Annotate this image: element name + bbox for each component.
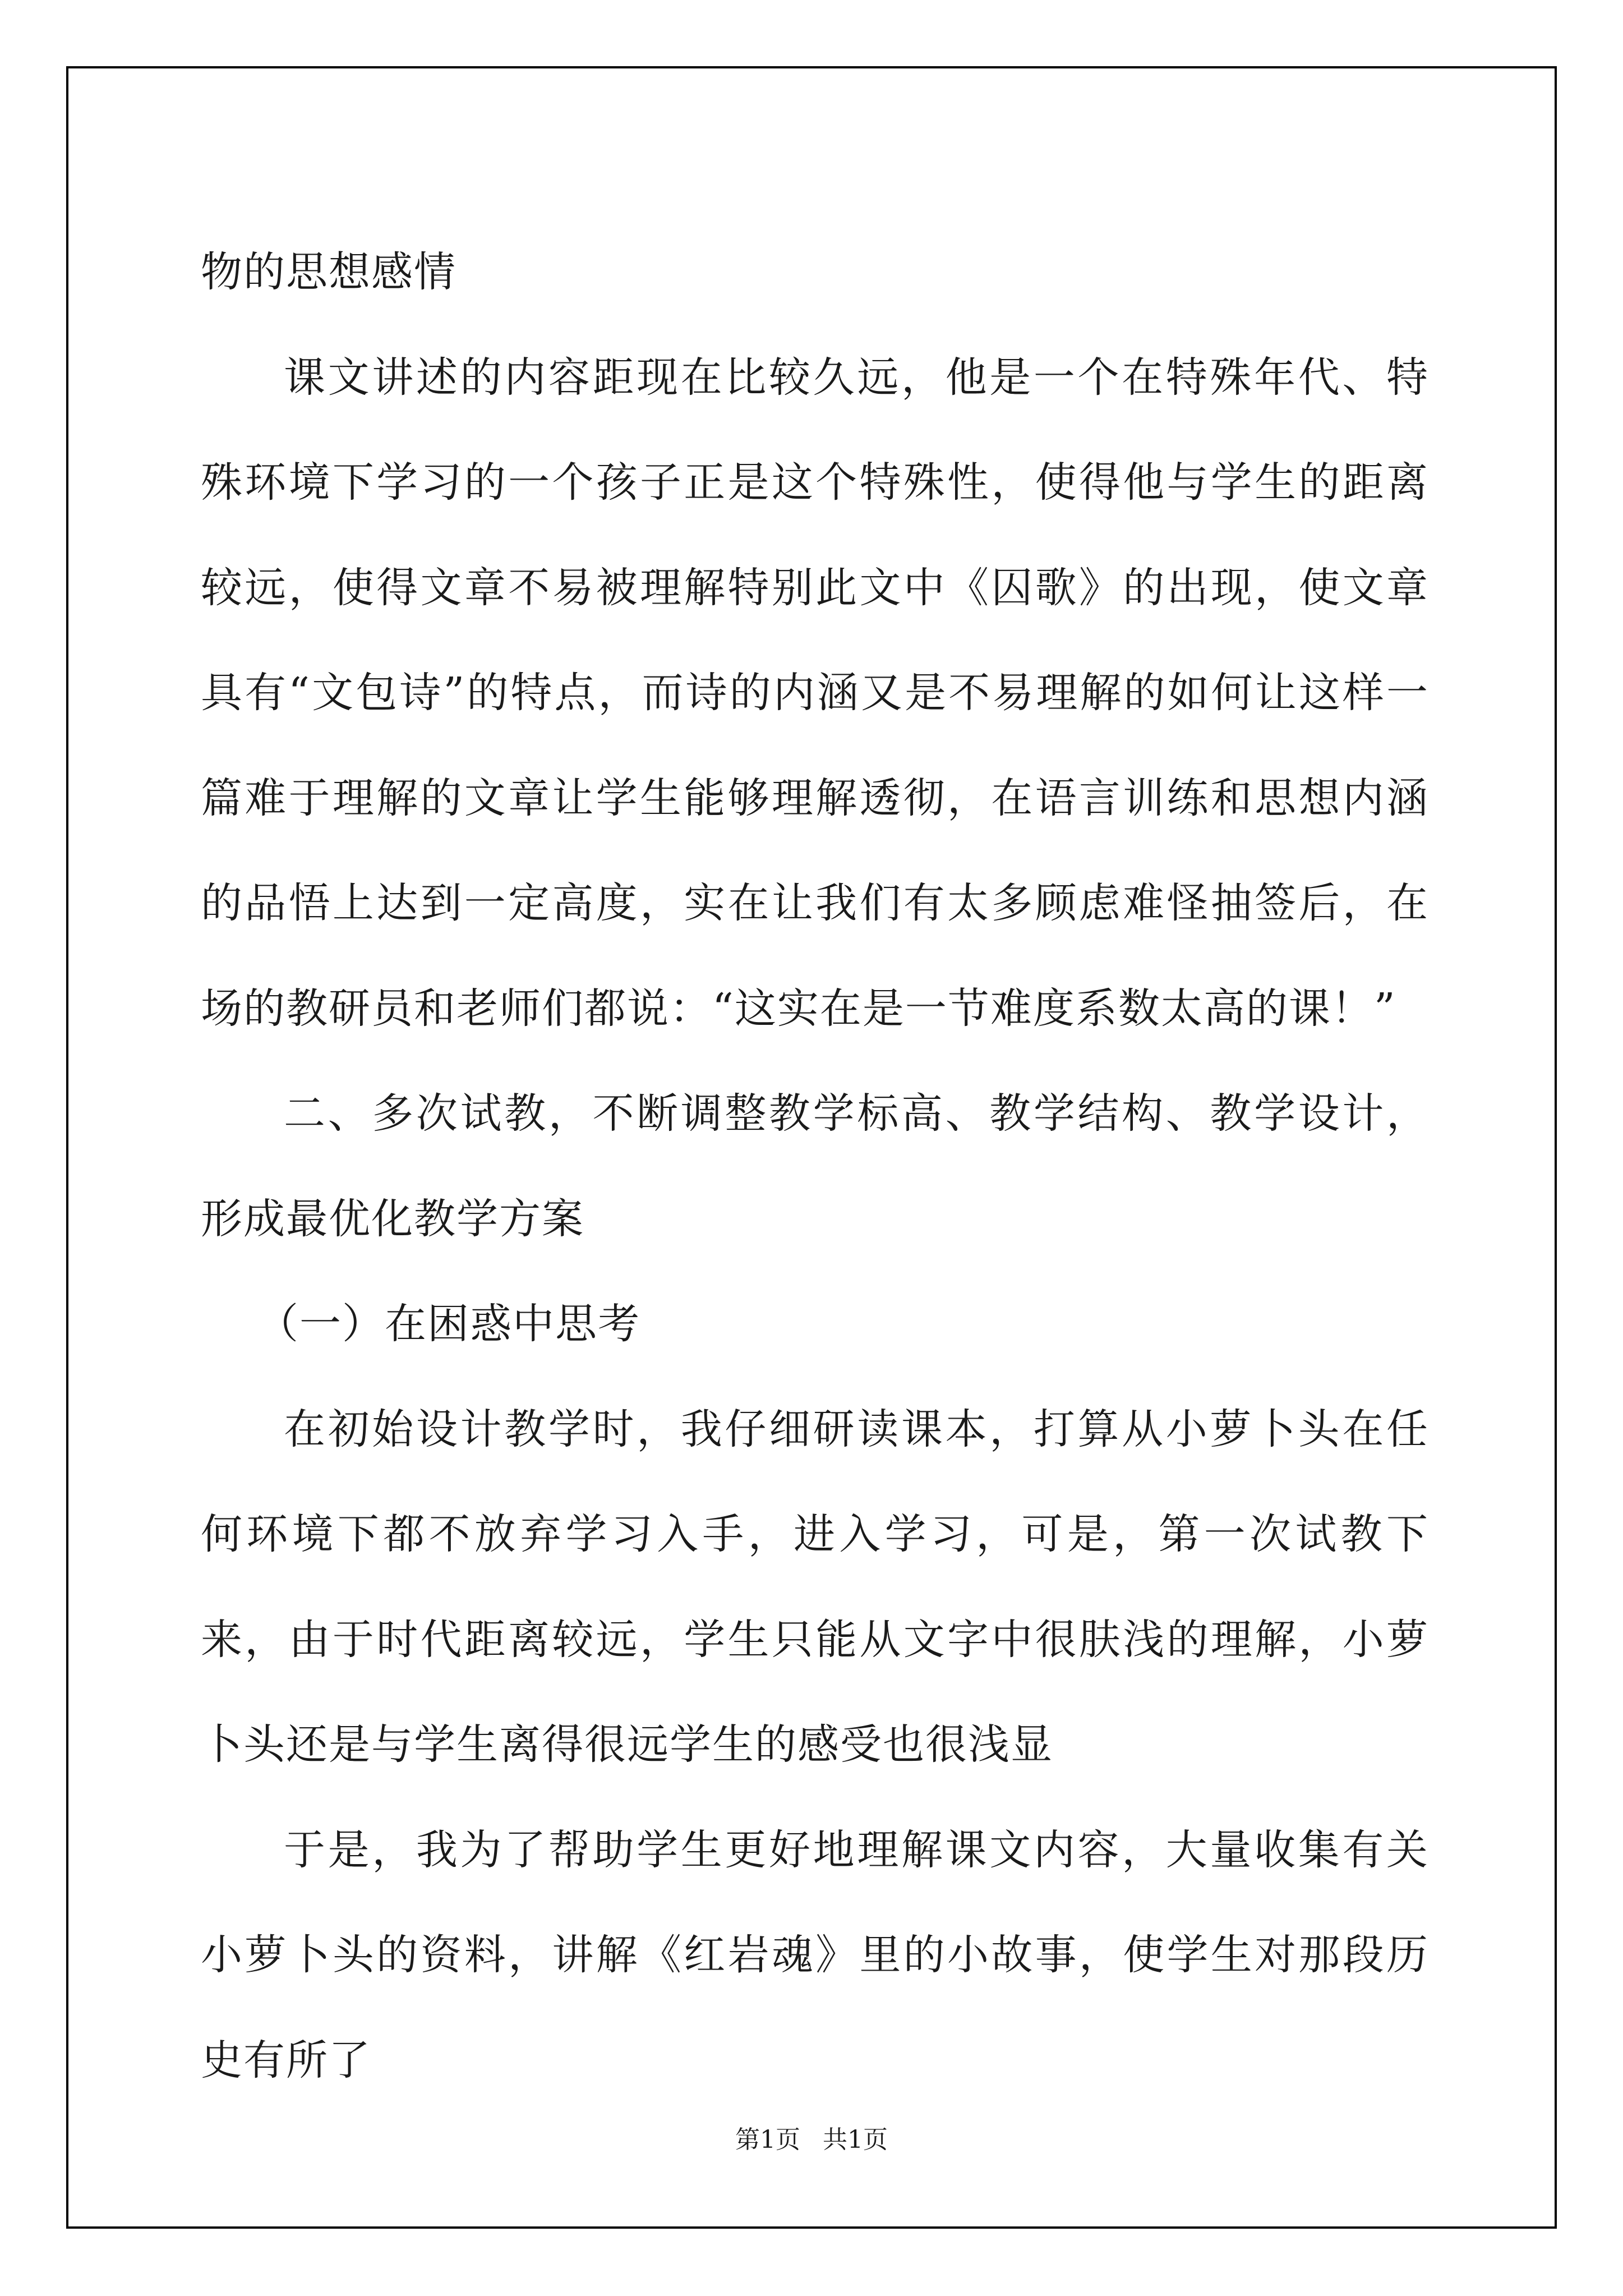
paragraph-4: 于是，我为了帮助学生更好地理解课文内容，大量收集有关小萝卜头的资料，讲解《红岩魂》里的小故事，使学生对那段历史有所了 <box>201 1825 1429 2085</box>
paragraph-2: 课文讲述的内容距现在比较久远，他是一个在特殊年代、特殊环境下学习的一个孩子正是这个特殊性，使得他与学生的距离较远，使得文章不易被理解特别此文中《囚歌》的出现，使文章具有“文包诗”的特点，而诗的内涵又是不易理解的如何让这样一篇难于理解的文章让学生能够理解透彻，在语言训练和思想内涵的品悟上达到一定高度，实在让我们有太多顾虑难怪抽签后，在场的教研员和老师们都说：“这实在是一节难度系数太高的课！” <box>201 353 1429 1033</box>
page-number-total: 共1页 <box>823 2125 888 2154</box>
subsection-heading: （一）在困惑中思考 <box>257 1300 640 1348</box>
document-body <box>201 220 1429 2113</box>
page-number-current: 第1页 <box>735 2125 800 2154</box>
paragraph-1: 物的思想感情 <box>201 248 457 296</box>
page-footer <box>0 2119 1623 2155</box>
paragraph-3: 在初始设计教学时，我仔细研读课本，打算从小萝卜头在任何环境下都不放弃学习入手，进入学习，可是，第一次试教下来，由于时代距离较远，学生只能从文字中很肤浅的理解，小萝卜头还是与学生离得很远学生的感受也很浅显 <box>201 1405 1429 1769</box>
section-heading: 二、多次试教，不断调整教学标高、教学结构、教学设计，形成最优化教学方案 <box>201 1089 1429 1243</box>
